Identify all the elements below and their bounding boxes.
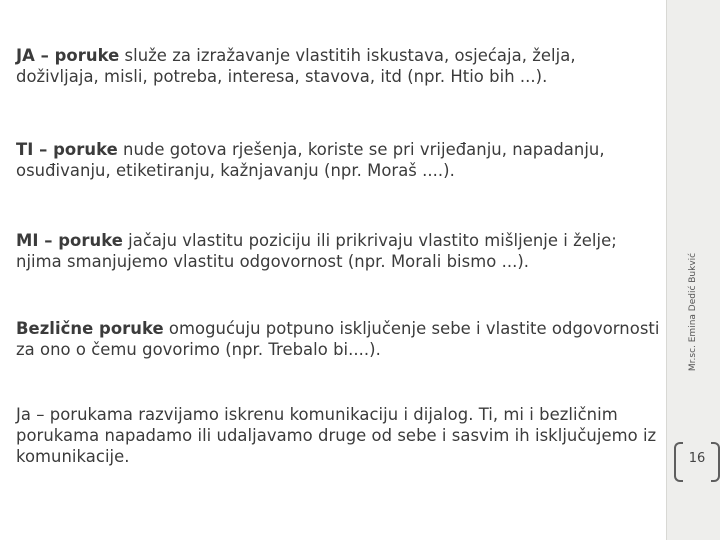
conclusion-text: Ja – porukama razvijamo iskrenu komunikaciju i dijalog. Ti, mi i bezličnim porukama napadamo ili udaljavamo druge od sebe i sasvim ih isključujemo iz komunikacije.	[16, 405, 657, 466]
author-label: Mr.sc. Emina Dedić Bukvić	[688, 252, 698, 372]
sidebar-divider	[666, 0, 667, 540]
paragraph-bezlicne-poruke	[16, 318, 661, 360]
desc-ti-poruke: nude gotova rješenja, koriste se pri vrijeđanju, napadanju, osuđivanju, etiketiranju, kažnjavanju (npr. Moraš ....).	[16, 140, 605, 180]
paragraph-ja-poruke	[16, 45, 661, 87]
paragraph-ti-poruke	[16, 139, 661, 181]
term-ti-poruke: TI – poruke	[16, 140, 118, 159]
desc-mi-poruke: jačaju vlastitu poziciju ili prikrivaju vlastito mišljenje i želje; njima smanjujemo vlastitu odgovornost (npr. Morali bismo ...).	[16, 231, 617, 271]
term-mi-poruke: MI – poruke	[16, 231, 123, 250]
paragraph-mi-poruke	[16, 230, 661, 272]
term-bezlicne-poruke: Bezlične poruke	[16, 319, 164, 338]
paragraph-conclusion	[16, 404, 661, 467]
desc-ja-poruke: služe za izražavanje vlastitih iskustava, osjećaja, želja, doživljaja, misli, potreba, interesa, stavova, itd (npr. Htio bih ...).	[16, 46, 576, 86]
page-number: 16	[688, 451, 706, 466]
desc-bezlicne-poruke: omogućuju potpuno isključenje sebe i vlastite odgovornosti za ono o čemu govorimo (npr. Trebalo bi....).	[16, 319, 660, 359]
page-number-badge	[674, 442, 720, 480]
term-ja-poruke: JA – poruke	[16, 46, 120, 65]
